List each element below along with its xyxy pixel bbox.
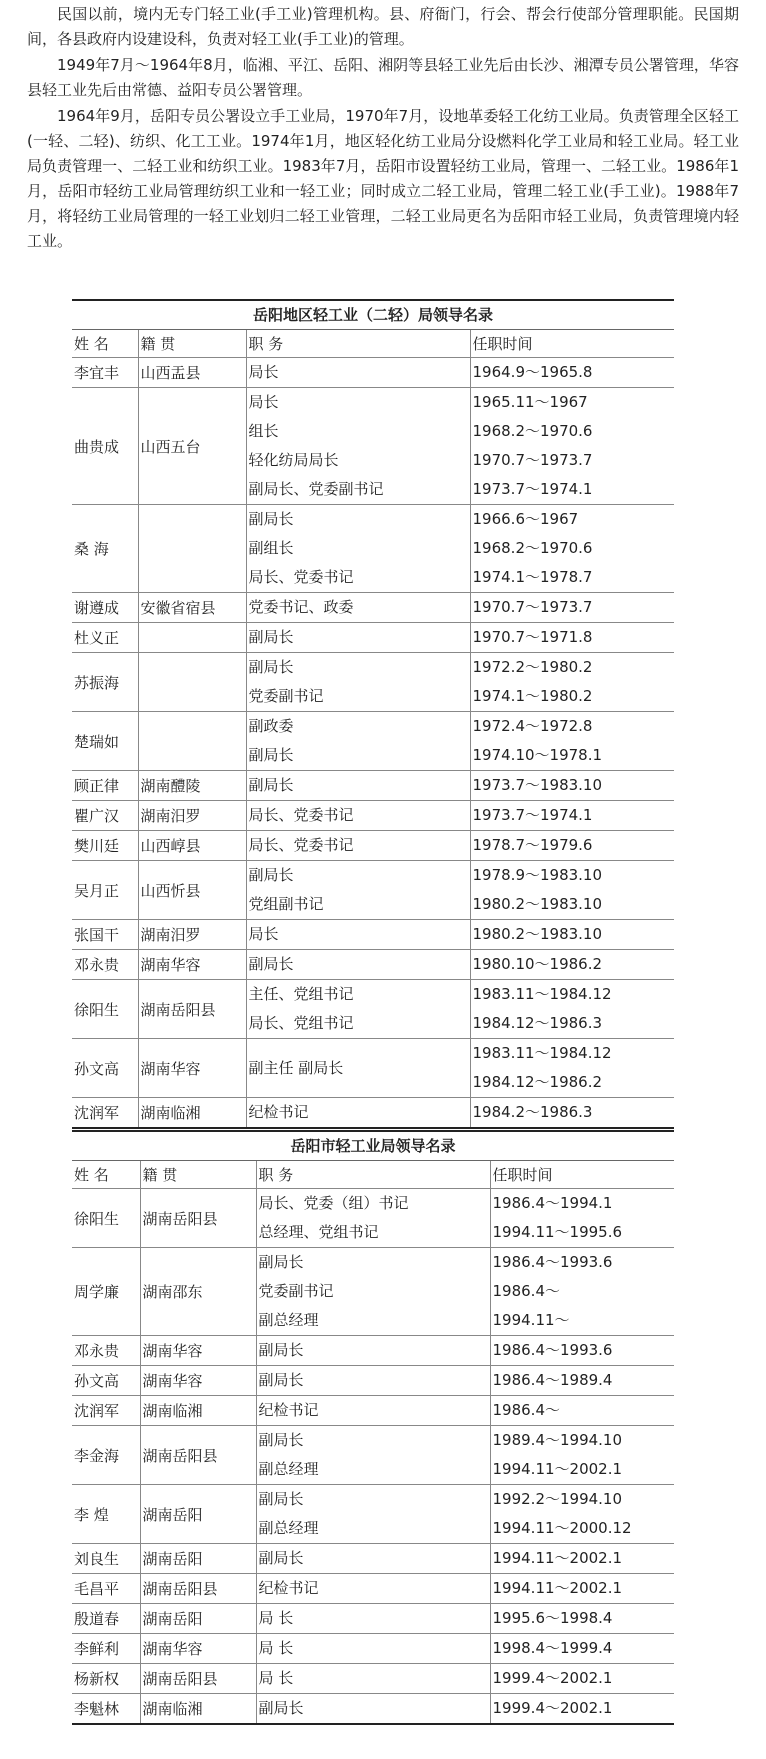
role-line: 局 长 [258, 1609, 294, 1627]
cell-place: 山西盂县 [138, 358, 246, 388]
cell-name: 毛昌平 [72, 1574, 140, 1604]
table-row [72, 1634, 674, 1664]
cell-name: 吴月正 [72, 861, 138, 920]
cell-place: 湖南临湘 [140, 1396, 256, 1426]
term-line: 1994.11～1995.6 [492, 1223, 623, 1241]
cell-place [138, 653, 246, 712]
role-line: 局长、党委书记 [248, 568, 354, 586]
cell-place: 湖南岳阳 [140, 1544, 256, 1574]
cell-place: 山西崞县 [138, 831, 246, 861]
cell-terms [470, 831, 674, 861]
table-row [72, 1396, 674, 1426]
term-line: 1978.7～1979.6 [472, 836, 593, 854]
term-line: 1986.4～1989.4 [492, 1371, 613, 1389]
cell-name: 樊川廷 [72, 831, 138, 861]
term-line: 1980.2～1983.10 [472, 895, 603, 913]
header-place: 籍 贯 [138, 330, 246, 358]
cell-terms [490, 1485, 674, 1544]
term-line: 1986.4～ [492, 1282, 560, 1300]
cell-terms [470, 801, 674, 831]
cell-roles [246, 1039, 470, 1098]
cell-name: 周学廉 [72, 1248, 140, 1336]
cell-terms [470, 980, 674, 1039]
table-row [72, 771, 674, 801]
cell-terms [490, 1664, 674, 1694]
header-name: 姓 名 [72, 330, 138, 358]
cell-roles [256, 1366, 490, 1396]
cell-roles [256, 1544, 490, 1574]
table-row [72, 1664, 674, 1694]
cell-name: 刘良生 [72, 1544, 140, 1574]
cell-terms [470, 920, 674, 950]
term-line: 1964.9～1965.8 [472, 363, 593, 381]
role-line: 副局长 [248, 866, 294, 884]
intro-paragraph: 民国以前，境内无专门轻工业(手工业)管理机构。县、府衙门，行会、帮会行使部分管理职能。民国期间，各县政府内设建设科，负责对轻工业(手工业)的管理。 [27, 5, 739, 48]
intro-text [27, 2, 739, 255]
cell-terms [490, 1336, 674, 1366]
cell-place: 安徽省宿县 [138, 593, 246, 623]
cell-terms [470, 593, 674, 623]
term-line: 1984.12～1986.2 [472, 1073, 603, 1091]
cell-terms [470, 653, 674, 712]
cell-roles [246, 505, 470, 593]
cell-terms [490, 1694, 674, 1725]
cell-roles [256, 1396, 490, 1426]
cell-name: 杨新权 [72, 1664, 140, 1694]
cell-place: 湖南醴陵 [138, 771, 246, 801]
cell-roles [246, 920, 470, 950]
cell-place: 湖南华容 [138, 1039, 246, 1098]
role-line: 局长 [248, 925, 279, 943]
role-line: 副局长 [248, 658, 294, 676]
term-line: 1973.7～1983.10 [472, 776, 603, 794]
term-line: 1986.4～1993.6 [492, 1253, 613, 1271]
cell-terms [470, 861, 674, 920]
term-line: 1994.11～ [492, 1311, 570, 1329]
table-row [72, 1694, 674, 1725]
cell-roles [256, 1604, 490, 1634]
header-term: 任职时间 [490, 1161, 674, 1189]
role-line: 副局长、党委副书记 [248, 480, 384, 498]
cell-place: 湖南岳阳县 [140, 1189, 256, 1248]
table-row [72, 950, 674, 980]
cell-place [138, 712, 246, 771]
cell-name: 邓永贵 [72, 950, 138, 980]
term-line: 1970.7～1971.8 [472, 628, 593, 646]
cell-roles [256, 1189, 490, 1248]
cell-name: 沈润军 [72, 1098, 138, 1129]
cell-terms [490, 1634, 674, 1664]
cell-name: 徐阳生 [72, 1189, 140, 1248]
cell-place: 湖南岳阳县 [140, 1574, 256, 1604]
cell-terms [490, 1574, 674, 1604]
role-line: 副局长 [248, 746, 294, 764]
cell-roles [246, 980, 470, 1039]
cell-name: 曲贵成 [72, 388, 138, 505]
cell-place: 湖南临湘 [138, 1098, 246, 1129]
term-line: 1973.7～1974.1 [472, 480, 593, 498]
role-line: 副总经理 [258, 1519, 319, 1537]
term-line: 1994.11～2002.1 [492, 1579, 623, 1597]
term-line: 1986.4～1993.6 [492, 1341, 613, 1359]
term-line: 1972.2～1980.2 [472, 658, 593, 676]
cell-terms [490, 1396, 674, 1426]
cell-name: 苏振海 [72, 653, 138, 712]
cell-terms [470, 358, 674, 388]
term-line: 1984.12～1986.3 [472, 1014, 603, 1032]
term-line: 1978.9～1983.10 [472, 866, 603, 884]
cell-terms [470, 505, 674, 593]
cell-roles [256, 1248, 490, 1336]
term-line: 1968.2～1970.6 [472, 422, 593, 440]
cell-terms [490, 1366, 674, 1396]
cell-terms [470, 388, 674, 505]
role-line: 局长 [248, 393, 279, 411]
table-row [72, 1189, 674, 1248]
cell-roles [246, 593, 470, 623]
term-line: 1968.2～1970.6 [472, 539, 593, 557]
cell-roles [246, 771, 470, 801]
table-row [72, 1098, 674, 1129]
table-row [72, 1544, 674, 1574]
role-line: 党委副书记 [258, 1282, 334, 1300]
term-line: 1980.10～1986.2 [472, 955, 603, 973]
role-line: 副局长 [248, 776, 294, 794]
term-line: 1986.4～ [492, 1401, 560, 1419]
cell-roles [246, 1098, 470, 1129]
cell-roles [256, 1664, 490, 1694]
cell-name: 殷道春 [72, 1604, 140, 1634]
term-line: 1974.10～1978.1 [472, 746, 603, 764]
cell-name: 瞿广汉 [72, 801, 138, 831]
term-line: 1999.4～2002.1 [492, 1669, 613, 1687]
term-line: 1998.4～1999.4 [492, 1639, 613, 1657]
table-row [72, 920, 674, 950]
cell-place [138, 505, 246, 593]
cell-roles [246, 950, 470, 980]
table-row [72, 653, 674, 712]
header-role: 职 务 [256, 1161, 490, 1189]
role-line: 局长 [248, 363, 279, 381]
table-row [72, 1366, 674, 1396]
cell-place: 湖南汨罗 [138, 801, 246, 831]
role-line: 副局长 [258, 1371, 304, 1389]
term-line: 1984.2～1986.3 [472, 1103, 593, 1121]
role-line: 局长、党组书记 [248, 1014, 354, 1032]
cell-roles [246, 358, 470, 388]
term-line: 1974.1～1980.2 [472, 687, 593, 705]
cell-roles [246, 712, 470, 771]
table-row [72, 1604, 674, 1634]
cell-name: 孙文高 [72, 1039, 138, 1098]
cell-name: 徐阳生 [72, 980, 138, 1039]
role-line: 局长、党委（组）书记 [258, 1194, 409, 1212]
cell-terms [470, 771, 674, 801]
role-line: 总经理、党组书记 [258, 1223, 379, 1241]
cell-place: 湖南华容 [140, 1366, 256, 1396]
cell-terms [470, 950, 674, 980]
cell-roles [246, 388, 470, 505]
cell-terms [490, 1248, 674, 1336]
term-line: 1973.7～1974.1 [472, 806, 593, 824]
role-line: 纪检书记 [258, 1579, 319, 1597]
role-line: 纪检书记 [258, 1401, 319, 1419]
cell-terms [490, 1544, 674, 1574]
cell-roles [246, 623, 470, 653]
term-line: 1989.4～1994.10 [492, 1431, 623, 1449]
cell-name: 孙文高 [72, 1366, 140, 1396]
table-row [72, 980, 674, 1039]
cell-name: 李 煌 [72, 1485, 140, 1544]
intro-paragraph: 1964年9月，岳阳专员公署设立手工业局，1970年7月，设地革委轻工化纺工业局。负责管理全区轻工(一轻、二轻)、纺织、化工工业。1974年1月，地区轻化纺工业局分设燃料化学工业局和轻工业局。轻工业局负责管理一、二轻工业和纺织工业。1983年7月，岳阳市设置轻纺工业局，管理一、二轻工业。1986年1月，岳阳市轻纺工业局管理纺织工业和一轻工业；同时成立二轻工业局，管理二轻工业(手工业)。1988年7月，将轻纺工业局管理的一轻工业划归二轻工业管理，二轻工业局更名为岳阳市轻工业局，负责管理境内轻工业。 [27, 107, 739, 250]
cell-place: 湖南岳阳县 [140, 1664, 256, 1694]
cell-name: 李鲜利 [72, 1634, 140, 1664]
table-header-row [72, 1161, 674, 1189]
intro-paragraph: 1949年7月～1964年8月，临湘、平江、岳阳、湘阴等县轻工业先后由长沙、湘潭专员公署管理，华容县轻工业先后由常德、益阳专员公署管理。 [27, 56, 739, 99]
term-line: 1995.6～1998.4 [492, 1609, 613, 1627]
cell-place: 湖南岳阳 [140, 1485, 256, 1544]
header-name: 姓 名 [72, 1161, 140, 1189]
table-row [72, 801, 674, 831]
table-row [72, 861, 674, 920]
cell-place: 湖南汨罗 [138, 920, 246, 950]
table-row [72, 505, 674, 593]
role-line: 副总经理 [258, 1460, 319, 1478]
table-row [72, 1574, 674, 1604]
role-line: 副政委 [248, 717, 294, 735]
term-line: 1994.11～2002.1 [492, 1549, 623, 1567]
cell-name: 顾正律 [72, 771, 138, 801]
role-line: 轻化纺局局长 [248, 451, 339, 469]
cell-place [138, 623, 246, 653]
role-line: 副局长 [258, 1490, 304, 1508]
table-row [72, 1336, 674, 1366]
term-line: 1983.11～1984.12 [472, 985, 612, 1003]
cell-roles [256, 1694, 490, 1725]
table-row [72, 388, 674, 505]
header-role: 职 务 [246, 330, 470, 358]
role-line: 副局长 [248, 955, 294, 973]
term-line: 1986.4～1994.1 [492, 1194, 613, 1212]
term-line: 1999.4～2002.1 [492, 1699, 613, 1717]
cell-place: 湖南邵东 [140, 1248, 256, 1336]
term-line: 1965.11～1967 [472, 393, 588, 411]
header-term: 任职时间 [470, 330, 674, 358]
role-line: 副总经理 [258, 1311, 319, 1329]
leaders-table-district [72, 299, 674, 1129]
table-title: 岳阳市轻工业局领导名录 [72, 1130, 674, 1161]
cell-roles [256, 1426, 490, 1485]
cell-terms [470, 712, 674, 771]
cell-roles [256, 1574, 490, 1604]
term-line: 1966.6～1967 [472, 510, 579, 528]
cell-terms [470, 623, 674, 653]
role-line: 局 长 [258, 1669, 294, 1687]
term-line: 1994.11～2000.12 [492, 1519, 632, 1537]
cell-name: 桑 海 [72, 505, 138, 593]
role-line: 副局长 [258, 1549, 304, 1567]
role-line: 副局长 [248, 510, 294, 528]
header-place: 籍 贯 [140, 1161, 256, 1189]
role-line: 副局长 [258, 1253, 304, 1271]
cell-place: 湖南华容 [140, 1634, 256, 1664]
cell-roles [246, 861, 470, 920]
cell-name: 沈润军 [72, 1396, 140, 1426]
cell-terms [490, 1604, 674, 1634]
role-line: 纪检书记 [248, 1103, 309, 1121]
term-line: 1970.7～1973.7 [472, 451, 593, 469]
cell-name: 李魁林 [72, 1694, 140, 1725]
cell-roles [246, 801, 470, 831]
cell-name: 谢遵成 [72, 593, 138, 623]
table-row [72, 712, 674, 771]
table-row [72, 623, 674, 653]
cell-place: 山西忻县 [138, 861, 246, 920]
term-line: 1974.1～1978.7 [472, 568, 593, 586]
role-line: 局长、党委书记 [248, 836, 354, 854]
cell-terms [470, 1039, 674, 1098]
role-line: 副主任 副局长 [248, 1058, 344, 1077]
cell-terms [470, 1098, 674, 1129]
role-line: 党组副书记 [248, 895, 324, 913]
term-line: 1970.7～1973.7 [472, 598, 593, 616]
cell-name: 杜义正 [72, 623, 138, 653]
cell-terms [490, 1189, 674, 1248]
table-row [72, 1426, 674, 1485]
cell-place: 湖南岳阳 [140, 1604, 256, 1634]
cell-roles [256, 1336, 490, 1366]
term-line: 1992.2～1994.10 [492, 1490, 623, 1508]
table-row [72, 1248, 674, 1336]
cell-roles [256, 1485, 490, 1544]
cell-terms [490, 1426, 674, 1485]
cell-place: 湖南华容 [138, 950, 246, 980]
table-header-row [72, 330, 674, 358]
cell-place: 湖南临湘 [140, 1694, 256, 1725]
cell-roles [256, 1634, 490, 1664]
role-line: 局长、党委书记 [248, 806, 354, 824]
role-line: 主任、党组书记 [248, 985, 354, 1003]
term-line: 1994.11～2002.1 [492, 1460, 623, 1478]
leaders-table-city [72, 1130, 674, 1725]
cell-name: 张国干 [72, 920, 138, 950]
role-line: 副组长 [248, 539, 294, 557]
cell-place: 山西五台 [138, 388, 246, 505]
cell-name: 邓永贵 [72, 1336, 140, 1366]
cell-place: 湖南华容 [140, 1336, 256, 1366]
table-row [72, 358, 674, 388]
role-line: 副局长 [258, 1431, 304, 1449]
table-row [72, 1485, 674, 1544]
cell-roles [246, 831, 470, 861]
table-title: 岳阳地区轻工业（二轻）局领导名录 [72, 299, 674, 330]
role-line: 副局长 [248, 628, 294, 646]
role-line: 副局长 [258, 1699, 304, 1717]
term-line: 1980.2～1983.10 [472, 925, 603, 943]
role-line: 副局长 [258, 1341, 304, 1359]
table-row [72, 1039, 674, 1098]
term-line: 1983.11～1984.12 [472, 1044, 612, 1062]
table-row [72, 831, 674, 861]
cell-name: 李宜丰 [72, 358, 138, 388]
role-line: 党委副书记 [248, 687, 324, 705]
cell-name: 李金海 [72, 1426, 140, 1485]
cell-roles [246, 653, 470, 712]
cell-place: 湖南岳阳县 [138, 980, 246, 1039]
role-line: 局 长 [258, 1639, 294, 1657]
role-line: 组长 [248, 422, 279, 440]
cell-place: 湖南岳阳县 [140, 1426, 256, 1485]
role-line: 党委书记、政委 [248, 598, 354, 616]
term-line: 1972.4～1972.8 [472, 717, 593, 735]
table-row [72, 593, 674, 623]
cell-name: 楚瑞如 [72, 712, 138, 771]
